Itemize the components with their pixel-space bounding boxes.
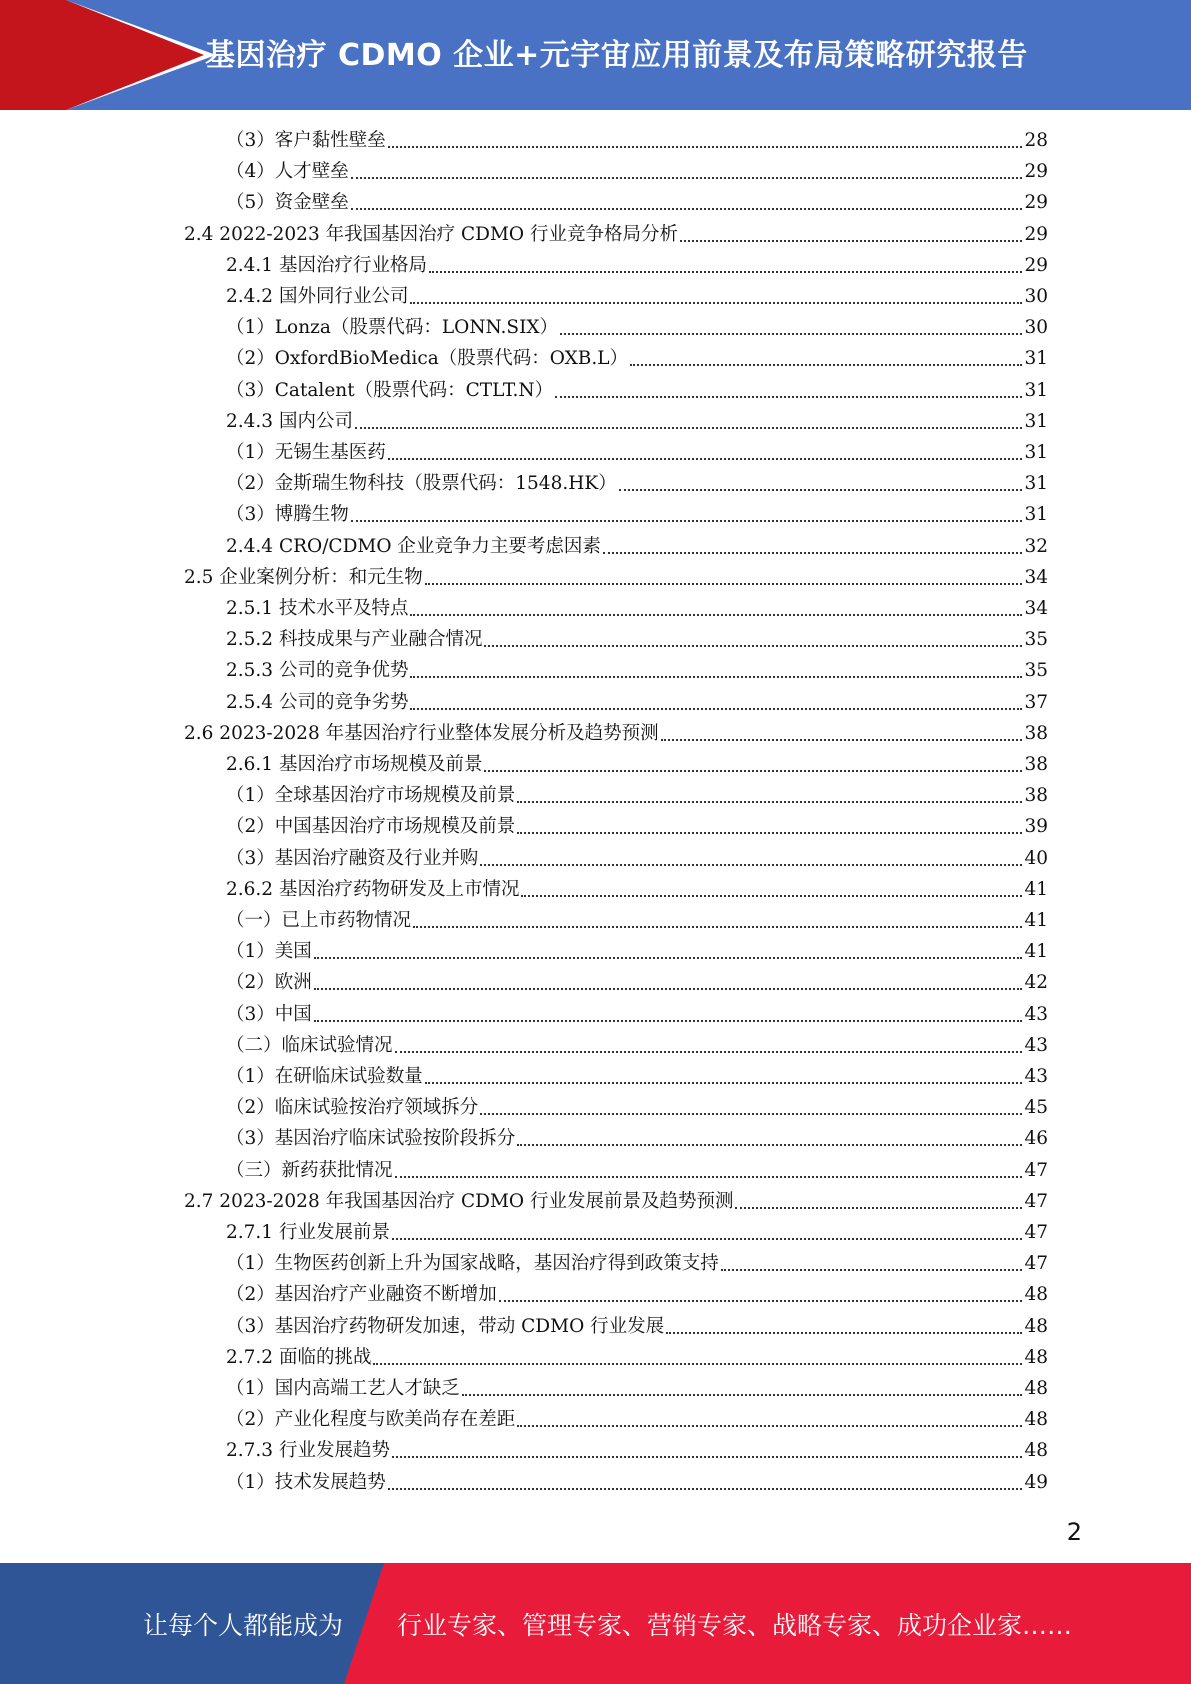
toc-entry[interactable] xyxy=(226,1375,1048,1403)
toc-entry-page: 38 xyxy=(1024,754,1048,775)
toc-entry-title: 2.7.3 行业发展趋势 xyxy=(226,1440,390,1462)
toc-entry[interactable] xyxy=(184,564,1048,592)
toc-dot-leader xyxy=(462,1394,1023,1396)
toc-entry[interactable] xyxy=(226,1063,1048,1091)
toc-entry-title: （2）临床试验按治疗领域拆分 xyxy=(226,1097,479,1119)
toc-dot-leader xyxy=(392,1238,1022,1240)
toc-entry-page: 40 xyxy=(1024,847,1048,869)
toc-entry-title: （二）临床试验情况 xyxy=(226,1034,393,1056)
footer-slogan-left: 让每个人都能成为 xyxy=(143,1611,344,1640)
toc-entry-page: 43 xyxy=(1024,1066,1048,1087)
toc-entry-page: 42 xyxy=(1024,972,1048,994)
toc-entry-title: （2）金斯瑞生物科技（股票代码：1548.HK） xyxy=(226,473,617,495)
toc-entry-page: 35 xyxy=(1024,629,1048,651)
toc-entry-title: （1）在研临床试验数量 xyxy=(226,1066,423,1087)
toc-entry-page: 49 xyxy=(1024,1471,1048,1493)
toc-entry-title: （4）人才壁垒 xyxy=(226,161,349,183)
toc-entry-title: 2.5.4 公司的竞争劣势 xyxy=(226,691,409,713)
toc-dot-leader xyxy=(484,645,1022,647)
toc-entry-title: （1）Lonza（股票代码：LONN.SIX） xyxy=(226,317,559,339)
report-title: 基因治疗 CDMO 企业+元宇宙应用前景及布局策略研究报告 xyxy=(205,38,1028,73)
toc-entry-page: 45 xyxy=(1024,1097,1048,1119)
toc-entry-title: 2.6 2023-2028 年基因治疗行业整体发展分析及趋势预测 xyxy=(184,722,659,744)
toc-dot-leader xyxy=(429,271,1022,273)
toc-dot-leader xyxy=(413,926,1022,928)
toc-dot-leader xyxy=(388,458,1023,460)
toc-entry[interactable] xyxy=(226,1313,1048,1341)
toc-entry[interactable] xyxy=(226,1281,1048,1309)
toc-dot-leader xyxy=(314,988,1023,990)
toc-entry[interactable] xyxy=(226,595,1048,623)
toc-entry-title: （1）生物医药创新上升为国家战略，基因治疗得到政策支持 xyxy=(226,1253,719,1275)
toc-dot-leader xyxy=(410,708,1022,710)
toc-entry-page: 34 xyxy=(1024,598,1048,619)
toc-dot-leader xyxy=(410,676,1022,678)
toc-dot-leader xyxy=(517,832,1022,834)
toc-entry-page: 30 xyxy=(1024,317,1048,339)
toc-entry[interactable] xyxy=(226,189,1048,217)
toc-entry[interactable] xyxy=(184,1188,1048,1216)
toc-entry[interactable] xyxy=(226,283,1048,311)
toc-entry[interactable] xyxy=(226,377,1048,405)
toc-dot-leader xyxy=(517,1425,1022,1427)
toc-entry-title: （一）已上市药物情况 xyxy=(226,910,412,931)
toc-entry-title: 2.4 2022-2023 年我国基因治疗 CDMO 行业竞争格局分析 xyxy=(184,223,678,245)
toc-dot-leader xyxy=(666,1332,1022,1334)
toc-entry[interactable] xyxy=(226,1094,1048,1122)
toc-entry[interactable] xyxy=(226,1469,1048,1497)
toc-entry-page: 38 xyxy=(1024,785,1048,807)
toc-entry[interactable] xyxy=(226,876,1048,904)
toc-dot-leader xyxy=(499,1300,1023,1302)
toc-entry-page: 43 xyxy=(1024,1003,1048,1025)
toc-entry-page: 28 xyxy=(1024,130,1048,151)
toc-dot-leader xyxy=(410,302,1022,304)
toc-entry-page: 48 xyxy=(1024,1346,1048,1368)
toc-entry-page: 31 xyxy=(1024,410,1048,432)
toc-entry-page: 29 xyxy=(1024,223,1048,245)
toc-entry[interactable] xyxy=(226,657,1048,685)
toc-dot-leader xyxy=(351,177,1023,179)
toc-entry[interactable] xyxy=(226,969,1048,997)
page-header xyxy=(0,0,1191,110)
toc-entry-title: （3）博腾生物 xyxy=(226,504,349,526)
toc-entry-page: 43 xyxy=(1024,1034,1048,1056)
toc-entry-title: （1）无锡生基医药 xyxy=(226,442,386,463)
toc-entry-title: （1）国内高端工艺人才缺乏 xyxy=(226,1378,460,1399)
toc-entry-title: 2.4.2 国外同行业公司 xyxy=(226,286,409,307)
toc-entry[interactable] xyxy=(226,689,1048,717)
toc-entry-page: 41 xyxy=(1024,910,1048,931)
toc-entry-page: 47 xyxy=(1024,1190,1048,1212)
header-red-block xyxy=(0,0,66,110)
toc-dot-leader xyxy=(314,957,1023,959)
toc-entry[interactable] xyxy=(226,439,1048,467)
toc-dot-leader xyxy=(619,489,1023,491)
toc-entry[interactable] xyxy=(226,813,1048,841)
toc-entry[interactable] xyxy=(226,782,1048,810)
toc-dot-leader xyxy=(517,801,1022,803)
toc-dot-leader xyxy=(392,1456,1022,1458)
toc-dot-leader xyxy=(603,552,1023,554)
toc-entry-title: 2.6.1 基因治疗市场规模及前景 xyxy=(226,754,483,775)
toc-dot-leader xyxy=(314,1020,1023,1022)
toc-entry-page: 47 xyxy=(1024,1222,1048,1243)
toc-dot-leader xyxy=(521,895,1022,897)
toc-dot-leader xyxy=(480,864,1022,866)
toc-entry-page: 29 xyxy=(1024,254,1048,276)
toc-entry-page: 48 xyxy=(1024,1315,1048,1337)
toc-entry[interactable] xyxy=(226,1219,1048,1247)
toc-dot-leader xyxy=(484,770,1022,772)
toc-entry-title: 2.7 2023-2028 年我国基因治疗 CDMO 行业发展前景及趋势预测 xyxy=(184,1190,734,1212)
toc-dot-leader xyxy=(517,1144,1022,1146)
toc-entry[interactable] xyxy=(226,751,1048,779)
toc-entry-title: 2.5.2 科技成果与产业融合情况 xyxy=(226,629,483,651)
toc-entry-page: 31 xyxy=(1024,348,1048,370)
toc-entry-title: （2）产业化程度与欧美尚存在差距 xyxy=(226,1409,516,1431)
toc-entry[interactable] xyxy=(226,1250,1048,1278)
toc-entry-page: 41 xyxy=(1024,941,1048,963)
toc-entry-page: 48 xyxy=(1024,1284,1048,1306)
toc-dot-leader xyxy=(395,1176,1023,1178)
toc-entry[interactable] xyxy=(226,1344,1048,1372)
page-number: 2 xyxy=(1066,1518,1082,1546)
toc-dot-leader xyxy=(555,396,1022,398)
toc-dot-leader xyxy=(351,520,1023,522)
toc-entry[interactable] xyxy=(226,158,1048,186)
toc-entry-page: 47 xyxy=(1024,1159,1048,1181)
toc-entry-page: 39 xyxy=(1024,816,1048,838)
toc-entry[interactable] xyxy=(226,1125,1048,1153)
toc-entry-title: （3）中国 xyxy=(226,1003,312,1025)
toc-entry-page: 35 xyxy=(1024,660,1048,682)
toc-entry-page: 47 xyxy=(1024,1253,1048,1275)
toc-entry[interactable] xyxy=(226,533,1048,561)
toc-entry-page: 48 xyxy=(1024,1378,1048,1399)
toc-entry-title: 2.5.1 技术水平及特点 xyxy=(226,598,409,619)
toc-entry-page: 38 xyxy=(1024,722,1048,744)
toc-entry[interactable] xyxy=(226,501,1048,529)
toc-entry-title: （2）OxfordBioMedica（股票代码：OXB.L） xyxy=(226,348,629,370)
toc-entry-title: 2.7.1 行业发展前景 xyxy=(226,1222,390,1243)
toc-entry[interactable] xyxy=(226,1157,1048,1185)
toc-dot-leader xyxy=(661,739,1023,741)
toc-entry[interactable] xyxy=(226,1032,1048,1060)
toc-entry-title: （3）客户黏性壁垒 xyxy=(226,130,386,151)
toc-entry-title: 2.4.4 CRO/CDMO 企业竞争力主要考虑因素 xyxy=(226,535,601,557)
toc-entry-title: （3）Catalent（股票代码：CTLT.N） xyxy=(226,379,554,401)
toc-dot-leader xyxy=(395,1051,1023,1053)
toc-entry-title: 2.5 企业案例分析：和元生物 xyxy=(184,566,423,588)
toc-dot-leader xyxy=(355,427,1023,429)
toc-dot-leader xyxy=(410,614,1022,616)
footer-slogan-right: 行业专家、管理专家、营销专家、战略专家、成功企业家…… xyxy=(397,1611,1073,1640)
toc-entry-title: （三）新药获批情况 xyxy=(226,1159,393,1181)
toc-dot-leader xyxy=(560,333,1022,335)
toc-dot-leader xyxy=(735,1207,1022,1209)
toc-dot-leader xyxy=(373,1363,1022,1365)
toc-entry-title: （1）全球基因治疗市场规模及前景 xyxy=(226,785,516,807)
toc-dot-leader xyxy=(630,364,1022,366)
toc-dot-leader xyxy=(680,240,1022,242)
toc-entry-title: （2）中国基因治疗市场规模及前景 xyxy=(226,816,516,838)
toc-entry[interactable] xyxy=(226,626,1048,654)
toc-dot-leader xyxy=(425,583,1023,585)
toc-entry[interactable] xyxy=(226,314,1048,342)
toc-entry-title: （5）资金壁垒 xyxy=(226,192,349,214)
toc-entry[interactable] xyxy=(226,845,1048,873)
toc-entry-page: 29 xyxy=(1024,192,1048,214)
toc-entry-title: 2.6.2 基因治疗药物研发及上市情况 xyxy=(226,878,520,900)
toc-entry[interactable] xyxy=(226,345,1048,373)
toc-entry[interactable] xyxy=(226,1437,1048,1465)
toc-entry-title: 2.4.3 国内公司 xyxy=(226,410,353,432)
toc-dot-leader xyxy=(388,1488,1023,1490)
toc-entry[interactable] xyxy=(226,408,1048,436)
header-arrow xyxy=(66,0,204,110)
toc-dot-leader xyxy=(721,1269,1023,1271)
toc-entry-page: 31 xyxy=(1024,379,1048,401)
toc-entry-page: 31 xyxy=(1024,442,1048,463)
toc-entry-page: 29 xyxy=(1024,161,1048,183)
toc-entry-page: 37 xyxy=(1024,691,1048,713)
toc-entry[interactable] xyxy=(226,470,1048,498)
toc-entry[interactable] xyxy=(226,1406,1048,1434)
toc-entry[interactable] xyxy=(184,720,1048,748)
toc-dot-leader xyxy=(351,208,1023,210)
toc-entry-title: （3）基因治疗融资及行业并购 xyxy=(226,847,479,869)
toc-entry[interactable] xyxy=(226,938,1048,966)
toc-entry[interactable] xyxy=(226,252,1048,280)
toc-entry-title: 2.7.2 面临的挑战 xyxy=(226,1346,372,1368)
toc-entry-page: 48 xyxy=(1024,1440,1048,1462)
toc-entry-page: 41 xyxy=(1024,878,1048,900)
toc-entry-page: 48 xyxy=(1024,1409,1048,1431)
toc-entry-title: （3）基因治疗药物研发加速，带动 CDMO 行业发展 xyxy=(226,1315,665,1337)
toc-entry-page: 31 xyxy=(1024,504,1048,526)
toc-entry-title: （1）美国 xyxy=(226,941,312,963)
toc-entry-title: 2.5.3 公司的竞争优势 xyxy=(226,660,409,682)
toc-entry-title: （1）技术发展趋势 xyxy=(226,1471,386,1493)
toc-entry-title: （2）基因治疗产业融资不断增加 xyxy=(226,1284,497,1306)
toc-entry-title: 2.4.1 基因治疗行业格局 xyxy=(226,254,427,276)
toc-entry[interactable] xyxy=(226,907,1048,935)
toc-entry-title: （3）基因治疗临床试验按阶段拆分 xyxy=(226,1128,516,1150)
toc-entry[interactable] xyxy=(226,127,1048,155)
toc-entry-page: 46 xyxy=(1024,1128,1048,1150)
toc-entry[interactable] xyxy=(226,1001,1048,1029)
toc-dot-leader xyxy=(480,1113,1022,1115)
toc-dot-leader xyxy=(425,1082,1023,1084)
toc-entry[interactable] xyxy=(184,221,1048,249)
toc-dot-leader xyxy=(388,146,1023,148)
toc-entry-page: 31 xyxy=(1024,473,1048,495)
toc-entry-title: （2）欧洲 xyxy=(226,972,312,994)
toc-entry-page: 30 xyxy=(1024,286,1048,307)
toc-entry-page: 34 xyxy=(1024,566,1048,588)
page-footer xyxy=(0,1563,1191,1684)
toc-entry-page: 32 xyxy=(1024,535,1048,557)
